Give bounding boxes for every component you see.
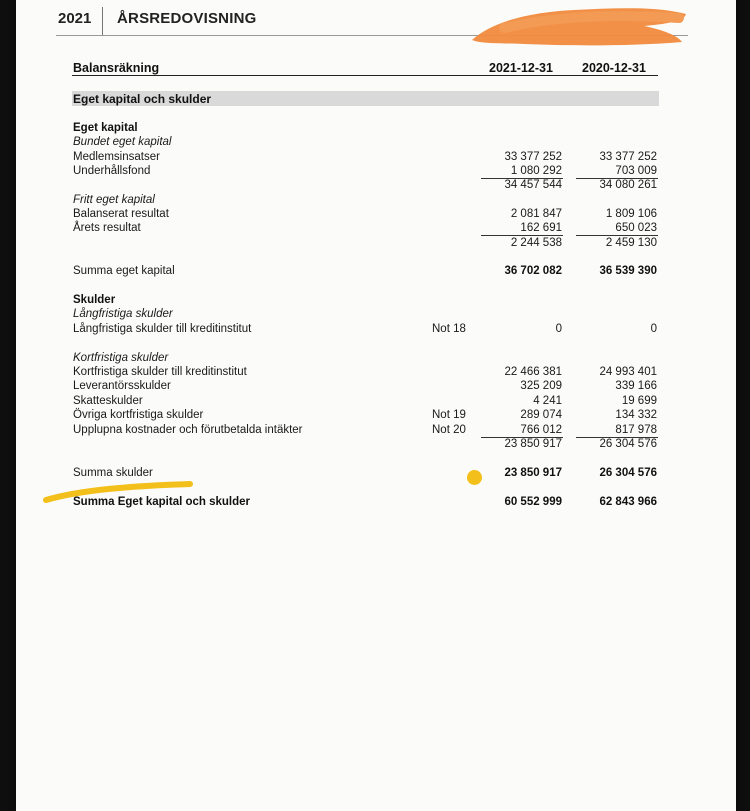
row-label: Årets resultat [73, 222, 141, 234]
report-title: ÅRSREDOVISNING [117, 10, 257, 27]
value-previous: 703 009 [615, 165, 657, 177]
section-title: Eget kapital och skulder [73, 92, 212, 106]
row-note: Not 19 [432, 409, 466, 421]
row-label: Långfristiga skulder [73, 308, 173, 320]
column-header-current: 2021-12-31 [489, 61, 553, 75]
row-label: Bundet eget kapital [73, 136, 172, 148]
row-label: Eget kapital [73, 122, 138, 134]
row-label: Skatteskulder [73, 395, 143, 407]
value-current: 2 081 847 [510, 208, 562, 220]
value-current: 23 850 917 [504, 438, 562, 450]
row-label: Skulder [73, 294, 116, 306]
row-label: Summa skulder [73, 467, 153, 479]
value-previous: 26 304 576 [599, 438, 657, 450]
row-label: Fritt eget kapital [73, 194, 155, 206]
highlight-dot [467, 470, 482, 485]
value-previous: 34 080 261 [599, 179, 657, 191]
value-current: 289 074 [520, 409, 562, 421]
row-label: Upplupna kostnader och förutbetalda intäkter [73, 424, 303, 436]
report-year: 2021 [58, 10, 92, 27]
header-separator [102, 7, 103, 35]
value-previous: 62 843 966 [599, 496, 657, 508]
row-label: Balanserat resultat [73, 208, 169, 220]
value-current: 0 [555, 323, 562, 335]
value-previous: 339 166 [615, 380, 657, 392]
row-label: Kortfristiga skulder [73, 352, 169, 364]
highlighter-stroke [40, 478, 200, 508]
value-previous: 650 023 [615, 222, 657, 234]
row-note: Not 18 [432, 323, 466, 335]
value-previous: 134 332 [615, 409, 657, 421]
value-previous: 36 539 390 [599, 265, 657, 277]
column-header-previous: 2020-12-31 [582, 61, 646, 75]
value-previous: 26 304 576 [599, 467, 657, 479]
row-note: Not 20 [432, 424, 466, 436]
value-current: 766 012 [520, 424, 562, 436]
redaction-scribble [464, 2, 692, 48]
value-previous: 33 377 252 [599, 151, 657, 163]
value-current: 1 080 292 [510, 165, 562, 177]
value-current: 23 850 917 [504, 467, 562, 479]
value-previous: 1 809 106 [605, 208, 657, 220]
value-current: 60 552 999 [504, 496, 562, 508]
column-header-rule [72, 75, 658, 76]
row-label: Summa eget kapital [73, 265, 175, 277]
value-current: 162 691 [520, 222, 562, 234]
value-current: 34 457 544 [504, 179, 562, 191]
row-label: Leverantörsskulder [73, 380, 171, 392]
row-label: Långfristiga skulder till kreditinstitut [73, 323, 252, 335]
document-page [16, 0, 736, 811]
row-label: Summa Eget kapital och skulder [73, 496, 251, 508]
value-previous: 19 699 [621, 395, 657, 407]
value-current: 4 241 [533, 395, 562, 407]
value-previous: 0 [650, 323, 657, 335]
value-current: 325 209 [520, 380, 562, 392]
row-label: Kortfristiga skulder till kreditinstitut [73, 366, 247, 378]
balance-sheet-label: Balansräkning [73, 61, 160, 75]
row-label: Medlemsinsatser [73, 151, 160, 163]
row-label: Underhållsfond [73, 165, 151, 177]
value-previous: 817 978 [615, 424, 657, 436]
value-previous: 2 459 130 [605, 237, 657, 249]
value-current: 33 377 252 [504, 151, 562, 163]
value-current: 2 244 538 [510, 237, 562, 249]
row-label: Övriga kortfristiga skulder [73, 409, 204, 421]
value-current: 22 466 381 [504, 366, 562, 378]
value-previous: 24 993 401 [599, 366, 657, 378]
value-current: 36 702 082 [504, 265, 562, 277]
